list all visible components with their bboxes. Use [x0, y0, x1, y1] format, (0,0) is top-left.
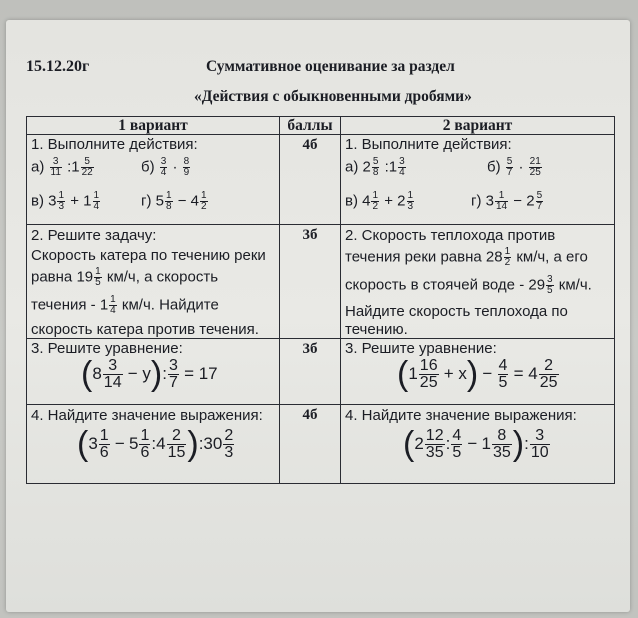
task3-v1-title: 3. Решите уравнение: [31, 340, 183, 357]
fraction: $\frac{2}{15}$ [167, 426, 186, 461]
task1-v1-d: г) 5 $\frac{1}{8}$ − 4 $\frac{1}{2}$ [141, 190, 207, 212]
fraction: $\frac{1}{2}$ [372, 190, 379, 212]
task2-v1-line1: 2. Решите задачу: [31, 227, 157, 244]
label-b: б) [487, 158, 501, 176]
label-c: в) [31, 192, 44, 210]
task2-v2-line2: течения реки равна 28 $\frac{1}{2}$ км/ч, а его [345, 246, 588, 268]
task2-v1-line4: течения - 1 $\frac{1}{4}$ км/ч. Найдите [31, 294, 219, 316]
task1-v1-b: б) $\frac{3}{4}$ · $\frac{8}{9}$ [141, 156, 190, 178]
task4-v1-title: 4. Найдите значение выражения: [31, 407, 263, 424]
fraction: $\frac{3}{4}$ [160, 156, 167, 178]
title-line-2: «Действия с обыкновенными дробями» [194, 88, 472, 105]
table-row-task-3 [27, 339, 615, 405]
fraction: $\frac{1}{4}$ [93, 190, 100, 212]
task4-v2-expression: (2 $\frac{12}{35}$ : $\frac{4}{5}$ − 1 $\frac{8}{35}$ ): $\frac{3}{10}$ [403, 425, 549, 463]
task1-v2-d: г) 3 $\frac{1}{14}$ − 2 $\frac{5}{7}$ [471, 190, 543, 212]
task1-v2-a: а) 2 $\frac{5}{8}$ :1 $\frac{3}{4}$ [345, 156, 405, 178]
task3-v1-equation: (8 $\frac{3}{14}$ − y): $\frac{3}{7}$ = 17 [81, 355, 218, 393]
task1-v2-b: б) $\frac{5}{7}$ · $\frac{21}{25}$ [487, 156, 541, 178]
fraction: $\frac{8}{9}$ [183, 156, 190, 178]
fraction: $\frac{3}{14}$ [103, 356, 122, 391]
task2-v1-line3: равна 19 $\frac{1}{5}$ км/ч, а скорость [31, 266, 219, 288]
fraction: $\frac{3}{10}$ [530, 426, 549, 461]
fraction: $\frac{1}{8}$ [165, 190, 172, 212]
task2-v2-line4: Найдите скорость теплохода по [345, 303, 568, 320]
fraction: $\frac{4}{5}$ [452, 426, 462, 461]
fraction: $\frac{5}{7}$ [536, 190, 543, 212]
fraction: $\frac{3}{11}$ [50, 156, 61, 178]
col-points: баллы [280, 117, 341, 135]
label-d: г) [471, 192, 482, 210]
label-b: б) [141, 158, 155, 176]
label-c: в) [345, 192, 358, 210]
table-row-task-2 [27, 225, 615, 339]
task4-variant1 [27, 405, 280, 484]
task2-v2-line3: скорость в стоячей воде - 29 $\frac{3}{5}$ км/ч. [345, 274, 592, 296]
task2-v1-line2: Скорость катера по течению реки [31, 247, 266, 264]
fraction: $\frac{4}{5}$ [498, 356, 508, 391]
task1-v1-title: 1. Выполните действия: [31, 136, 198, 153]
fraction: $\frac{1}{4}$ [110, 294, 116, 316]
task1-v1-c: в) 3 $\frac{1}{3}$ + 1 $\frac{1}{4}$ [31, 190, 100, 212]
task3-variant2 [341, 339, 615, 405]
task1-variant1 [27, 135, 280, 225]
title-line-1: Суммативное оценивание за раздел [206, 58, 455, 75]
fraction: $\frac{2}{25}$ [539, 356, 558, 391]
task1-v2-c: в) 4 $\frac{1}{2}$ + 2 $\frac{1}{3}$ [345, 190, 414, 212]
fraction: $\frac{3}{5}$ [547, 274, 553, 296]
fraction: $\frac{8}{35}$ [492, 426, 511, 461]
fraction: $\frac{16}{25}$ [419, 356, 438, 391]
task2-v2-line1: 2. Скорость теплохода против [345, 227, 556, 244]
fraction: $\frac{1}{3}$ [407, 190, 414, 212]
fraction: $\frac{1}{14}$ [495, 190, 508, 212]
task2-v1-line5: скорость катера против течения. [31, 321, 259, 338]
task4-v1-expression: (3 $\frac{1}{6}$ − 5 $\frac{1}{6}$ :4 $\frac{2}{15}$ ):30 $\frac{2}{3}$ [77, 425, 234, 463]
label-a: а) [345, 158, 359, 176]
fraction: $\frac{21}{25}$ [529, 156, 541, 178]
table-row-task-4 [27, 405, 615, 484]
fraction: $\frac{1}{3}$ [58, 190, 65, 212]
task4-v2-title: 4. Найдите значение выражения: [345, 407, 577, 424]
fraction: $\frac{5}{22}$ [81, 156, 93, 178]
fraction: $\frac{1}{2}$ [201, 190, 207, 212]
task1-v1-a: а) $\frac{3}{11}$ :1 $\frac{5}{22}$ [31, 156, 93, 178]
task4-points: 4б [280, 405, 341, 484]
col-variant-1: 1 вариант [27, 117, 280, 135]
fraction: $\frac{1}{5}$ [95, 266, 101, 288]
assessment-table [26, 116, 615, 484]
task3-v2-equation: (1 $\frac{16}{25}$ + x) − $\frac{4}{5}$ = 4 $\frac{2}{25}$ [397, 355, 558, 393]
task3-variant1 [27, 339, 280, 405]
fraction: $\frac{5}{8}$ [372, 156, 379, 178]
fraction: $\frac{1}{6}$ [99, 426, 109, 461]
task3-v2-title: 3. Решите уравнение: [345, 340, 497, 357]
task2-v2-line5: течению. [345, 321, 408, 338]
task2-variant2 [341, 225, 615, 339]
task1-points: 4б [280, 135, 341, 225]
table-header-row [27, 117, 615, 135]
fraction: $\frac{12}{35}$ [425, 426, 444, 461]
col-variant-2: 2 вариант [341, 117, 615, 135]
label-d: г) [141, 192, 152, 210]
date: 15.12.20г [26, 58, 90, 75]
label-a: а) [31, 158, 45, 176]
fraction: $\frac{1}{2}$ [504, 246, 511, 268]
task1-v2-title: 1. Выполните действия: [345, 136, 512, 153]
task1-variant2 [341, 135, 615, 225]
task2-points: 3б [280, 225, 341, 339]
task4-variant2 [341, 405, 615, 484]
task2-variant1 [27, 225, 280, 339]
fraction: $\frac{3}{7}$ [168, 356, 178, 391]
fraction: $\frac{2}{3}$ [224, 426, 234, 461]
fraction: $\frac{1}{6}$ [140, 426, 150, 461]
fraction: $\frac{5}{7}$ [506, 156, 513, 178]
table-row-task-1 [27, 135, 615, 225]
task3-points: 3б [280, 339, 341, 405]
fraction: $\frac{3}{4}$ [399, 156, 405, 178]
